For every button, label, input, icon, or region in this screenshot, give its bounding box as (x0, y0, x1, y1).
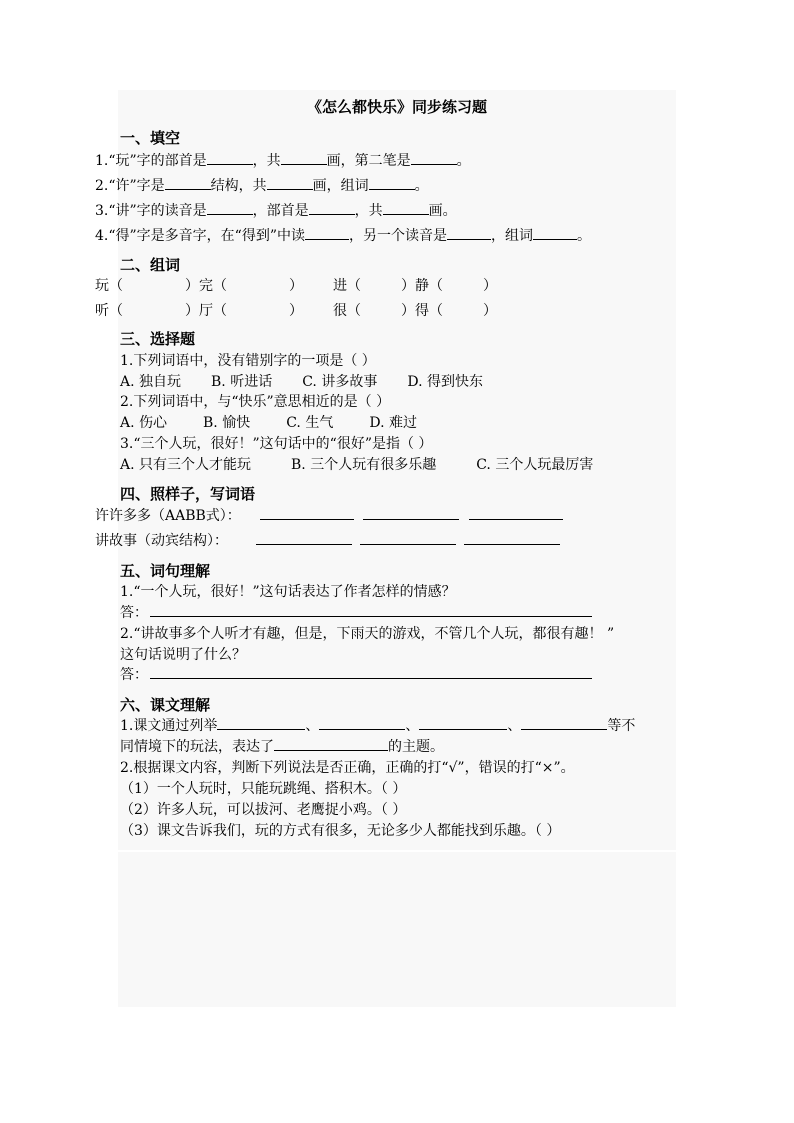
section-heading-word-patterns: 四、照样子，写词语 (120, 485, 256, 503)
answer-line[interactable] (256, 544, 352, 545)
answer-line[interactable] (363, 519, 459, 520)
q3-text-b: ，部首是 (252, 203, 309, 219)
answer-blank[interactable] (267, 177, 313, 190)
answer-blank[interactable] (369, 177, 415, 190)
section-heading-multiple-choice: 三、选择题 (120, 330, 196, 348)
section-heading-sentence-understanding: 五、词句理解 (120, 562, 211, 580)
q2-text-c: 画，组词 (312, 178, 369, 194)
sentence-question-2-cont: 这句话说明了什么？ (120, 647, 246, 663)
choice-options-2 (120, 412, 417, 432)
option[interactable]: C. 讲多故事 (302, 374, 378, 390)
answer-blank[interactable] (281, 152, 327, 165)
choice-question-2: 2.下列词语中，与“快乐”意思相近的是（ ） (120, 394, 391, 410)
q1-text-a: 1.“玩”字的部首是 (95, 153, 207, 169)
q3-text-a: 3.“讲”字的读音是 (95, 203, 207, 219)
option[interactable]: B. 三个人玩有很多乐趣 (291, 457, 437, 473)
q3-text-d: 画。 (428, 203, 457, 219)
sentence-question-2: 2.“讲故事多个人听才有趣，但是，下雨天的游戏，不管几个人玩，都很有趣！ ” (120, 626, 615, 642)
fill-question-1 (95, 150, 471, 170)
answer-label: 答： (120, 667, 148, 683)
q2-text-b: 结构，共 (210, 178, 267, 194)
judge-item-3: （3）课文告诉我们，玩的方式有很多，无论多少人都能找到乐趣。（ ） (120, 823, 561, 839)
word-group-row-2 (95, 300, 497, 320)
option[interactable]: A. 独自玩 (120, 374, 182, 390)
answer-blank[interactable] (533, 227, 577, 240)
choice-options-1 (120, 371, 483, 391)
word-cell: 很（ (333, 303, 361, 319)
q4-text-b: ，另一个读音是 (349, 228, 447, 244)
judge-item-2: （2）许多人玩，可以拔河、老鹰捉小鸡。（ ） (120, 802, 407, 818)
separator: 、 (507, 718, 522, 734)
option[interactable]: B. 愉快 (203, 415, 251, 431)
q2-text-d: 。 (414, 178, 429, 194)
word-cell: 玩（ (95, 278, 123, 294)
q-text: 同情境下的玩法，表达了 (120, 739, 274, 755)
answer-line[interactable] (150, 678, 592, 679)
section-heading-fill-blank: 一、填空 (120, 129, 181, 147)
choice-question-3: 3.“三个人玩，很好！”这句话中的“很好”是指（ ） (120, 436, 433, 452)
fill-question-2 (95, 175, 429, 195)
answer-blank[interactable] (319, 717, 405, 730)
answer-blank[interactable] (411, 152, 457, 165)
choice-options-3 (120, 454, 593, 474)
answer-blank[interactable] (305, 227, 349, 240)
answer-blank[interactable] (521, 717, 607, 730)
judge-item-1: （1）一个人玩时，只能玩跳绳、搭积木。（ ） (120, 781, 407, 797)
option[interactable]: C. 三个人玩最厉害 (476, 457, 594, 473)
q-text: 等不 (607, 718, 636, 734)
answer-blank[interactable] (447, 227, 491, 240)
answer-line[interactable] (260, 519, 354, 520)
option[interactable]: B. 听进话 (211, 374, 273, 390)
option[interactable]: A. 伤心 (120, 415, 168, 431)
answer-blank[interactable] (419, 717, 507, 730)
page-title: 《怎么都快乐》同步练习题 (306, 98, 487, 116)
answer-blank[interactable] (383, 202, 429, 215)
answer-label: 答： (120, 605, 148, 621)
option[interactable]: C. 生气 (286, 415, 334, 431)
pattern-line-2-label: 讲故事（动宾结构）： (95, 533, 228, 549)
answer-blank[interactable] (274, 738, 388, 751)
word-cell: 听（ (95, 303, 123, 319)
answer-line[interactable] (360, 544, 456, 545)
option[interactable]: D. 难过 (369, 415, 417, 431)
bg-lower-area (118, 852, 676, 1007)
option[interactable]: A. 只有三个人才能玩 (120, 457, 252, 473)
word-cell: 进（ (333, 278, 361, 294)
answer-blank[interactable] (217, 717, 305, 730)
answer-line[interactable] (464, 544, 560, 545)
answer-blank[interactable] (207, 152, 253, 165)
q4-text-c: ，组词 (491, 228, 533, 244)
text-question-2: 2.根据课文内容，判断下列说法是否正确，正确的打“√”，错误的打“×”。 (120, 760, 575, 776)
word-group-row-1 (95, 275, 497, 295)
fill-question-4 (95, 225, 591, 245)
text-question-1-cont (120, 736, 444, 756)
q1-text-d: 。 (456, 153, 471, 169)
word-cell: ） (289, 303, 303, 319)
word-cell: ） (483, 303, 497, 319)
answer-line[interactable] (469, 519, 563, 520)
option[interactable]: D. 得到快东 (407, 374, 483, 390)
q-text: 的主题。 (388, 739, 444, 755)
section-heading-word-groups: 二、组词 (120, 256, 181, 274)
q1-text-c: 画，第二笔是 (326, 153, 411, 169)
answer-line[interactable] (150, 616, 592, 617)
q4-text-d: 。 (577, 228, 591, 244)
answer-blank[interactable] (309, 202, 355, 215)
choice-question-1: 1.下列词语中，没有错别字的一项是（ ） (120, 353, 376, 369)
fill-question-3 (95, 200, 457, 220)
separator: 、 (405, 718, 420, 734)
answer-blank[interactable] (207, 202, 253, 215)
q3-text-c: ，共 (354, 203, 383, 219)
answer-blank[interactable] (165, 177, 211, 190)
pattern-line-1-label: 许许多多（AABB式）： (95, 508, 241, 524)
q4-text-a: 4.“得”字是多音字，在“得到”中读 (95, 228, 305, 244)
q-text: 1.课文通过列举 (120, 718, 218, 734)
word-cell: ）静（ (401, 278, 443, 294)
section-heading-text-understanding: 六、课文理解 (120, 696, 211, 714)
text-question-1 (120, 715, 635, 735)
separator: 、 (305, 718, 320, 734)
word-cell: ）完（ (185, 278, 227, 294)
word-cell: ） (289, 278, 303, 294)
q1-text-b: ，共 (252, 153, 281, 169)
word-cell: ）厅（ (185, 303, 227, 319)
sentence-question-1: 1.“一个人玩，很好！”这句话表达了作者怎样的情感？ (120, 584, 456, 600)
q2-text-a: 2.“许”字是 (95, 178, 165, 194)
word-cell: ） (483, 278, 497, 294)
word-cell: ）得（ (401, 303, 443, 319)
